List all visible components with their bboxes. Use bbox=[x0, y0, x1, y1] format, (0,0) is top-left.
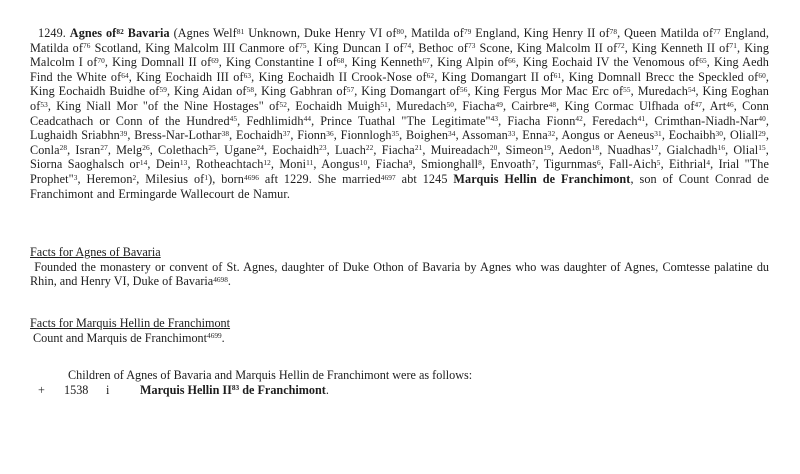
text-segment: , Olial bbox=[725, 142, 759, 157]
text-segment: Founded the monastery or convent of St. Agnes, daughter of Duke Othon of Bavaria by Agnes who was daughter of Agnes, Comtesse palatine du Rhin, and Henry VI, Duke of Bavaria bbox=[30, 259, 773, 289]
text-segment: , Enna bbox=[515, 128, 548, 143]
superscript-ref: 34 bbox=[448, 128, 456, 138]
superscript-ref: 45 bbox=[229, 114, 238, 124]
text-segment: ), born bbox=[208, 171, 245, 186]
superscript-ref: 27 bbox=[100, 143, 108, 153]
superscript-ref: 41 bbox=[637, 114, 646, 124]
text-segment: , King Fergus Mor Mac Erc of bbox=[467, 84, 624, 99]
text-segment: , King Domangart of bbox=[354, 84, 460, 99]
text-segment: , Feredach bbox=[582, 113, 638, 128]
superscript-ref: 2 bbox=[132, 172, 137, 182]
text-segment: , Milesius of bbox=[136, 171, 205, 186]
text-segment: , Rotheachtach bbox=[187, 157, 264, 172]
superscript-ref: 54 bbox=[687, 85, 696, 95]
text-segment: , King Aedh Find the White of bbox=[30, 55, 769, 84]
superscript-ref: 51 bbox=[380, 99, 388, 109]
text-segment: , Lughaidh Sriabhn bbox=[30, 113, 769, 143]
text-segment: , Tigurnmas bbox=[535, 157, 597, 172]
text-segment: 1249. bbox=[38, 26, 70, 40]
text-segment: , Boighen bbox=[399, 128, 449, 143]
superscript-ref: 17 bbox=[650, 143, 659, 153]
child-row bbox=[30, 383, 769, 398]
superscript-ref: 73 bbox=[467, 41, 476, 51]
text-segment: , Bethoc of bbox=[411, 40, 468, 55]
superscript-ref: 6 bbox=[596, 158, 601, 168]
superscript-ref: 46 bbox=[726, 99, 734, 109]
superscript-ref: 42 bbox=[575, 114, 583, 124]
superscript-ref: 65 bbox=[699, 55, 707, 65]
text-segment: , King Domangart II of bbox=[434, 69, 554, 84]
superscript-ref: 44 bbox=[303, 114, 312, 124]
text-segment: , Fiacha Fionn bbox=[498, 113, 576, 128]
superscript-ref: 75 bbox=[299, 41, 307, 51]
text-segment: , Eochaidh bbox=[264, 142, 320, 157]
text-segment: , Aedon bbox=[551, 142, 592, 157]
superscript-ref: 5 bbox=[656, 158, 661, 168]
text-segment: , Eochaidh bbox=[229, 128, 283, 143]
superscript-ref: 40 bbox=[758, 114, 766, 124]
superscript-ref: 4697 bbox=[380, 172, 396, 182]
text-segment: , Cairbre bbox=[503, 98, 549, 113]
text-segment: , Matilda of bbox=[404, 26, 464, 40]
text-segment: , King Alpin of bbox=[430, 55, 509, 70]
facts-heading-hellin: Facts for Marquis Hellin de Franchimont bbox=[30, 315, 231, 330]
superscript-ref: 56 bbox=[459, 85, 468, 95]
text-segment: , Eochaidh Muigh bbox=[286, 98, 381, 113]
superscript-ref: 12 bbox=[263, 158, 271, 168]
text-segment: , Melg bbox=[107, 142, 143, 157]
superscript-ref: 72 bbox=[617, 41, 625, 51]
superscript-ref: 8 bbox=[478, 158, 482, 168]
text-segment: . bbox=[221, 330, 225, 345]
text-segment: Scotland, King Malcolm III Canmore of bbox=[90, 40, 300, 55]
superscript-ref: 38 bbox=[221, 128, 230, 138]
child-plus-marker: + bbox=[38, 382, 45, 397]
superscript-ref: 43 bbox=[490, 114, 499, 124]
superscript-ref: 78 bbox=[609, 26, 618, 36]
child-name bbox=[140, 383, 329, 397]
text-segment: , Simeon bbox=[497, 142, 544, 157]
superscript-ref: 22 bbox=[365, 143, 374, 153]
text-segment: , King Eoghan of bbox=[30, 84, 770, 113]
text-segment: aft 1229. She married bbox=[259, 171, 381, 186]
superscript-ref: 36 bbox=[326, 128, 334, 138]
superscript-ref: 57 bbox=[346, 85, 355, 95]
superscript-ref: 60 bbox=[758, 70, 766, 80]
text-segment: , Conn Ceadcathach or Conn of the Hundred bbox=[30, 98, 769, 128]
text-segment: , King Aidan of bbox=[166, 84, 247, 99]
text-segment: , Aongus or Aeneus bbox=[555, 128, 655, 143]
superscript-ref: 11 bbox=[306, 158, 314, 168]
superscript-ref: 7 bbox=[531, 158, 536, 168]
superscript-ref: 71 bbox=[729, 41, 738, 51]
text-segment: , King Duncan I of bbox=[306, 40, 404, 55]
superscript-ref: 81 bbox=[236, 26, 245, 36]
superscript-ref: 50 bbox=[446, 99, 455, 109]
superscript-ref: 59 bbox=[159, 85, 167, 95]
superscript-ref: 9 bbox=[408, 158, 413, 168]
text-segment: , Fiacha bbox=[367, 157, 409, 172]
child-entry-number: 1538 bbox=[64, 382, 89, 397]
superscript-ref: 19 bbox=[543, 143, 551, 153]
superscript-ref: 10 bbox=[359, 158, 368, 168]
text-segment: , Conla bbox=[30, 128, 769, 157]
superscript-ref: 48 bbox=[548, 99, 557, 109]
text-segment: , Eithrial bbox=[660, 157, 707, 172]
superscript-ref: 32 bbox=[547, 128, 556, 138]
superscript-ref: 16 bbox=[717, 143, 726, 153]
text-segment: (Agnes Welf bbox=[169, 26, 237, 40]
superscript-ref: 26 bbox=[142, 143, 150, 153]
text-segment: , King Malcolm I of bbox=[30, 40, 770, 70]
text-segment: , Muredach bbox=[387, 98, 447, 113]
superscript-ref: 55 bbox=[623, 85, 631, 95]
text-segment: abt 1245 bbox=[395, 171, 454, 186]
text-segment: , Bress-Nar-Lothar bbox=[127, 128, 222, 143]
text-segment: , King Kenneth bbox=[344, 55, 423, 70]
superscript-ref: 1 bbox=[204, 172, 209, 182]
superscript-ref: 30 bbox=[715, 128, 724, 138]
superscript-ref: 80 bbox=[396, 26, 405, 36]
superscript-ref: 66 bbox=[508, 55, 516, 65]
superscript-ref: 37 bbox=[282, 128, 291, 138]
text-segment: England, Matilda of bbox=[30, 26, 769, 55]
superscript-ref: 4696 bbox=[244, 172, 260, 182]
superscript-ref: 24 bbox=[256, 143, 265, 153]
text-segment: , Prince Tuathal "The Legitimate" bbox=[311, 113, 491, 128]
text-segment: , King Eochaidh Buidhe of bbox=[30, 69, 769, 99]
superscript-ref: 29 bbox=[758, 128, 766, 138]
superscript-ref: 21 bbox=[414, 143, 423, 153]
facts-heading-agnes: Facts for Agnes of Bavaria bbox=[30, 245, 161, 260]
superscript-ref: 20 bbox=[489, 143, 498, 153]
text-segment: , King Eochaid IV the Venomous of bbox=[515, 55, 700, 70]
superscript-ref: 63 bbox=[243, 70, 252, 80]
text-segment: Unknown, Duke Henry VI of bbox=[244, 26, 397, 40]
text-segment: England, King Henry II of bbox=[471, 26, 610, 40]
superscript-ref: 69 bbox=[211, 55, 219, 65]
superscript-ref: 14 bbox=[139, 158, 148, 168]
entry-paragraph bbox=[30, 26, 769, 201]
text-segment: , Ugane bbox=[215, 142, 257, 157]
text-segment: , son of Count Conrad de Franchimont and Ermingarde Wallecourt de Namur. bbox=[30, 171, 770, 201]
text-segment: , King Kenneth II of bbox=[624, 40, 730, 55]
text-segment: , Art bbox=[702, 98, 727, 113]
text-segment: , Isran bbox=[67, 142, 101, 157]
text-segment: , Colethach bbox=[149, 142, 209, 157]
superscript-ref: 35 bbox=[391, 128, 400, 138]
text-segment: , King Cormac Ulfhada of bbox=[556, 98, 695, 113]
superscript-ref: 70 bbox=[97, 55, 105, 65]
superscript-ref: 18 bbox=[591, 143, 600, 153]
superscript-ref: 76 bbox=[83, 41, 91, 51]
text-segment: , Fionnlogh bbox=[333, 128, 392, 143]
text-segment: , King Eochaidh II Crook-Nose of bbox=[251, 69, 427, 84]
superscript-ref: 61 bbox=[553, 70, 562, 80]
superscript-ref: 28 bbox=[59, 143, 68, 153]
superscript-ref: 33 bbox=[507, 128, 516, 138]
text-segment: de Franchimont bbox=[239, 382, 326, 397]
text-segment: Agnes of bbox=[69, 26, 117, 40]
text-segment: , Smionghall bbox=[412, 157, 479, 172]
superscript-ref: 15 bbox=[758, 143, 766, 153]
text-segment: , Fedhlimidh bbox=[237, 113, 304, 128]
text-segment: Bavaria bbox=[123, 26, 170, 40]
text-segment: , Assoman bbox=[455, 128, 508, 143]
text-segment: , Dein bbox=[147, 157, 180, 172]
superscript-ref: 49 bbox=[495, 99, 504, 109]
text-segment: , King Gabhran of bbox=[254, 84, 347, 99]
text-segment: , King Domnall Brecc the Speckled of bbox=[561, 69, 759, 84]
facts-body-hellin bbox=[30, 331, 769, 346]
superscript-ref: 52 bbox=[279, 99, 287, 109]
superscript-ref: 25 bbox=[208, 143, 216, 153]
child-roman-numeral: i bbox=[106, 382, 110, 397]
text-segment: , Muredach bbox=[630, 84, 688, 99]
text-segment: , Envoath bbox=[481, 157, 532, 172]
superscript-ref: 82 bbox=[116, 26, 124, 36]
text-segment: , Fiacha bbox=[454, 98, 496, 113]
text-segment: , King Niall Mor "of the Nine Hostages" of bbox=[47, 98, 280, 113]
superscript-ref: 4698 bbox=[213, 275, 228, 285]
text-segment: , Crimthan-Niadh-Nar bbox=[645, 113, 759, 128]
superscript-ref: 4699 bbox=[207, 331, 222, 341]
text-segment: , King Constantine I of bbox=[218, 55, 337, 70]
text-segment: , Fionn bbox=[290, 128, 327, 143]
text-segment: , Luach bbox=[326, 142, 366, 157]
text-segment: , Eochaibh bbox=[661, 128, 716, 143]
text-segment: , Siorna Saoghalsch or bbox=[30, 142, 769, 172]
superscript-ref: 67 bbox=[422, 55, 431, 65]
superscript-ref: 64 bbox=[121, 70, 129, 80]
superscript-ref: 23 bbox=[319, 143, 327, 153]
text-segment: , Gialchadh bbox=[658, 142, 718, 157]
facts-body-agnes bbox=[30, 259, 773, 289]
text-segment: , Muireadach bbox=[422, 142, 490, 157]
superscript-ref: 68 bbox=[336, 55, 345, 65]
superscript-ref: 62 bbox=[426, 70, 435, 80]
superscript-ref: 74 bbox=[403, 41, 412, 51]
superscript-ref: 31 bbox=[654, 128, 662, 138]
text-segment: , King Eochaidh III of bbox=[128, 69, 244, 84]
text-segment: , Oliall bbox=[723, 128, 759, 143]
children-intro: Children of Agnes of Bavaria and Marquis Hellin de Franchimont were as follows: bbox=[68, 368, 473, 383]
superscript-ref: 4 bbox=[706, 158, 711, 168]
superscript-ref: 47 bbox=[694, 99, 703, 109]
superscript-ref: 3 bbox=[73, 172, 78, 182]
text-segment: Marquis Hellin II bbox=[140, 382, 232, 397]
text-segment: , Nuadhas bbox=[599, 142, 651, 157]
superscript-ref: 83 bbox=[231, 383, 240, 393]
text-segment: , Moni bbox=[270, 157, 307, 172]
text-segment: , Fall-Aich bbox=[600, 157, 657, 172]
superscript-ref: 53 bbox=[40, 99, 48, 109]
text-segment: , Aongus bbox=[313, 157, 360, 172]
text-segment: , Queen Matilda of bbox=[617, 26, 714, 40]
text-segment: , King Domnall II of bbox=[104, 55, 212, 70]
text-segment: , Fiacha bbox=[373, 142, 415, 157]
text-segment: Marquis Hellin de Franchimont bbox=[453, 171, 631, 186]
text-segment: , Heremon bbox=[77, 171, 133, 186]
text-segment: Scone, King Malcolm II of bbox=[475, 40, 618, 55]
text-segment: . bbox=[227, 274, 231, 289]
text-segment: . bbox=[325, 382, 329, 397]
text-segment: , Irial "The Prophet" bbox=[30, 157, 769, 186]
superscript-ref: 79 bbox=[463, 26, 472, 36]
superscript-ref: 58 bbox=[246, 85, 255, 95]
superscript-ref: 13 bbox=[179, 158, 188, 168]
text-segment: Count and Marquis de Franchimont bbox=[30, 330, 208, 345]
superscript-ref: 77 bbox=[713, 26, 721, 36]
superscript-ref: 39 bbox=[119, 128, 128, 138]
